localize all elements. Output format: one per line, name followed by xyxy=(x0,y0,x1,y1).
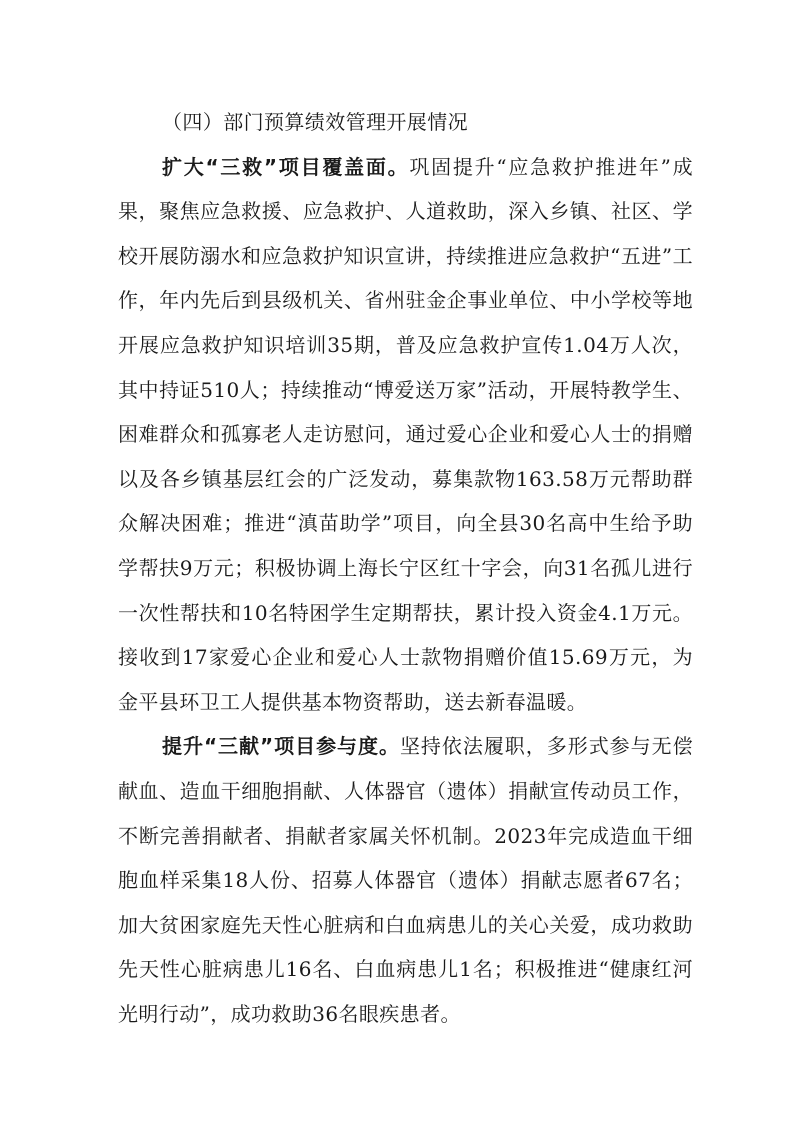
paragraph-three-rescues xyxy=(118,145,693,725)
section-heading: （四）部门预算绩效管理开展情况 xyxy=(162,110,468,134)
paragraph-three-donations xyxy=(118,724,693,1036)
paragraph-body-text: 巩固提升“应急救护推进年”成果，聚焦应急救援、应急救护、人道救助，深入乡镇、社区、学校开展防溺水和应急救护知识宣讲，持续推进应急救护“五进”工作，年内先后到县级机关、省州驻金企事业单位、中小学校等地开展应急救护知识培训35期，普及应急救护宣传1.04万人次，其中持证510人；持续推动“博爱送万家”活动，开展特教学生、困难群众和孤寡老人走访慰问，通过爱心企业和爱心人士的捐赠以及各乡镇基层红会的广泛发动，募集款物163.58万元帮助群众解决困难；推进“滇苗助学”项目，向全县30名高中生给予助学帮扶9万元；积极协调上海长宁区红十字会，向31名孤儿进行一次性帮扶和10名特困学生定期帮扶，累计投入资金4.1万元。接收到17家爱心企业和爱心人士款物捐赠价值15.69万元，为金平县环卫工人提供基本物资帮助，送去新春温暖。 xyxy=(118,154,693,714)
document-body xyxy=(118,100,693,1036)
paragraph-lead-text: 提升“三献”项目参与度。 xyxy=(162,734,400,759)
paragraph-body-text: 坚持依法履职，多形式参与无偿献血、造血干细胞捐献、人体器官（遗体）捐献宣传动员工作，不断完善捐献者、捐献者家属关怀机制。2023年完成造血干细胞血样采集18人份、招募人体器官（遗体）捐献志愿者67名；加大贫困家庭先天性心脏病和白血病患儿的关心关爱，成功救助先天性心脏病患儿16名、白血病患儿1名；积极推进“健康红河光明行动”，成功救助36名眼疾患者。 xyxy=(118,734,693,1026)
paragraph-lead-text: 扩大“三救”项目覆盖面。 xyxy=(162,154,410,179)
